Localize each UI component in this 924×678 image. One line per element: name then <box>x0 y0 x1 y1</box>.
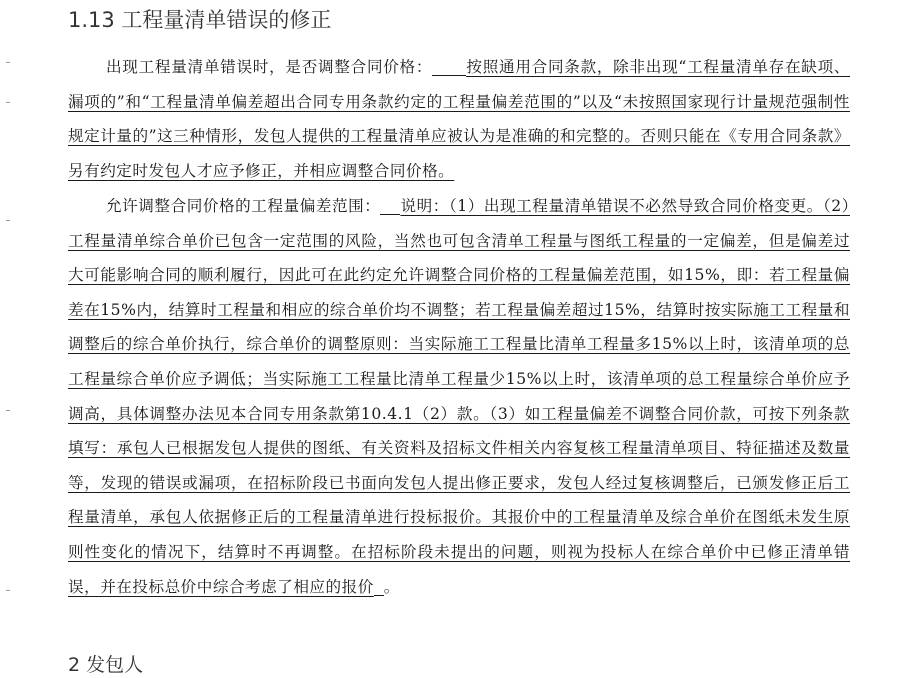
section-heading: 1.13 工程量清单错误的修正 <box>68 8 332 32</box>
filled-answer: 说明：（1）出现工程量清单错误不必然导致合同价格变更。（2）工程量清单综合单价已包含一定范围的风险，当然也可包含清单工程量与图纸工程量的一定偏差，但是偏差过大可能影响合同的顺利履行，因此可在此约定允许调整合同价格的工程量偏差范围，如15%，即：若工程量偏差在15%内，结算时工程量和相应的综合单价均不调整；若工程量偏差超过15%，结算时按实际施工工程量和调整后的综合单价执行，综合单价的调整原则：当实际施工工程量比清单工程量多15%以上时，该清单项的总工程量综合单价应予调低；当实际施工工程量比清单工程量少15%以上时，该清单项的总工程量综合单价应予调高，具体调整办法见本合同专用条款第10.4.1（2）款。（3）如工程量偏差不调整合同价款，可按下列条款填写：承包人已根据发包人提供的图纸、有关资料及招标文件相关内容复核工程量清单项目、特征描述及数量等，发现的错误或漏项，在招标阶段已书面向发包人提出修正要求，发包人经过复核调整后，已颁发修正后工程量清单，承包人依据修正后的工程量清单进行投标报价。其报价中的工程量清单及综合单价在图纸未发生原则性变化的情况下，结算时不再调整。在招标阶段未提出的问题，则视为投标人在综合单价中已修正清单错误，并在投标总价中综合考虑了相应的报价 <box>68 197 850 596</box>
paragraph-label: 出现工程量清单错误时，是否调整合同价格： <box>106 58 433 76</box>
margin-tick <box>6 62 10 63</box>
margin-tick <box>6 220 10 221</box>
end-mark: 。 <box>383 577 400 596</box>
filled-answer: 按照通用合同条款，除非出现“工程量清单存在缺项、漏项的”和“工程量清单偏差超出合同专用条款约定的工程量偏差范围的”以及“未按照国家现行计量规范强制性规定计量的”这三种情形，发包人提供的工程量清单应被认为是准确的和完整的。否则只能在《专用合同条款》另有约定时发包人才应予修正，并相应调整合同价格。 <box>68 58 850 180</box>
margin-tick <box>6 590 10 591</box>
margin-tick <box>6 102 10 103</box>
fill-blank-line <box>380 198 400 215</box>
fill-blank-line <box>374 579 384 596</box>
next-section-heading: 2 发包人 <box>68 654 144 676</box>
paragraph-label: 允许调整合同价格的工程量偏差范围： <box>106 197 381 215</box>
fill-blank-line <box>432 59 466 76</box>
margin-tick <box>6 410 10 411</box>
paragraph-price-adjustment <box>68 50 850 188</box>
paragraph-deviation-range <box>68 189 850 604</box>
